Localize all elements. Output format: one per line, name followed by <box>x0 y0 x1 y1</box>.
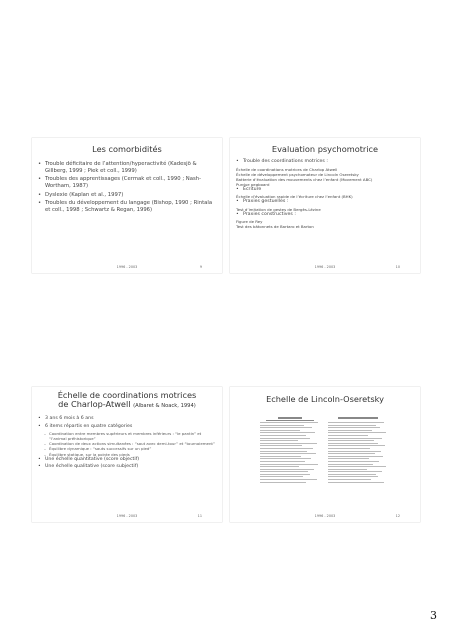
title-line-1: Échelle de coordinations motrices <box>57 390 197 400</box>
bullet-item: • Troubles du développement du langage (Bishop, 1990 ; Rintala et coll., 1998 ; Schwartz & Regan, 1996) <box>38 200 218 214</box>
sub-item: – Équilibre dynamique : “sauts successifs sur un pied” <box>38 446 218 451</box>
text-line: Figure de Rey <box>236 219 263 225</box>
footer-page: 12 <box>395 514 400 518</box>
scoring-sheet-image <box>260 409 390 507</box>
slide-title: Evaluation psychomotrice <box>271 144 379 154</box>
slide-body <box>38 161 218 215</box>
text-line: Échelle de coordinations motrices de Charlop Atwell <box>236 166 338 172</box>
bullet-item: • Trouble déficitaire de l’attention/hyperactivité (Kadesjö & Gillberg, 1999 ; Piek et coll., 1999) <box>38 161 218 175</box>
bullet-item: • 6 items répartis en quatre catégories <box>38 424 218 430</box>
text-line: Purdue pegboard <box>236 181 270 187</box>
bullet-item: • Une échelle quantitative (score objectif) <box>38 457 218 463</box>
text-line: Test d’imitation de gestes de Bergès-Lézine <box>236 206 321 212</box>
footer-page: 11 <box>197 514 202 518</box>
footer-page: 10 <box>395 265 400 269</box>
slide-lincoln-oseretsky <box>230 387 420 522</box>
footer-year: 1996 - 2003 <box>314 265 336 269</box>
footer-year: 1996 - 2003 <box>314 514 336 518</box>
bullet-item: • 3 ans 6 mois à 6 ans <box>38 416 218 422</box>
footer-page: 9 <box>199 265 202 269</box>
bullet-item: • Écriture <box>236 187 416 193</box>
text-line: Batterie d’évaluation des mouvements chez l’enfant (Movement ABC) <box>236 176 373 182</box>
text-line: Échelle d’évaluation rapide de l’écriture chez l’enfant (BHK) <box>236 194 353 200</box>
text-line: Test des bâtonnets de Bartaro et Barton <box>236 224 314 230</box>
slide-title: Echelle de Lincoln-Oseretsky <box>266 394 384 404</box>
bullet-item: • Dyslexie (Kaplan et al., 1997) <box>38 192 218 199</box>
slide-comorbidites <box>32 138 222 273</box>
slide-evaluation-psychomotrice <box>230 138 420 273</box>
text-line: Échelle de développement psychomoteur de Lincoln Oseretsky <box>236 171 359 177</box>
footer-year: 1996 - 2003 <box>116 265 138 269</box>
bullet-item: • Troubles des apprentissages (Cermak et coll., 1990 ; Nash-Wortham, 1987) <box>38 176 218 190</box>
sub-item: – Équilibre statique, sur la pointe des pieds <box>38 452 218 457</box>
title-line-2-main: de Charlop-Atwell <box>58 399 131 410</box>
slide-title: Les comorbidités <box>92 144 162 154</box>
slide-title <box>32 391 222 410</box>
footer-year: 1996 - 2003 <box>116 514 138 518</box>
bullet-item: • Praxies gestuelles : <box>236 199 416 205</box>
slide-body <box>38 416 218 472</box>
title-line-2 <box>32 400 222 410</box>
scoring-sheet-right-column <box>328 417 388 484</box>
title-reference: (Albaret & Noack, 1994) <box>133 403 196 410</box>
bullet-item: • Trouble des coordinations motrices : <box>236 159 416 165</box>
sub-item: – Coordination entre membres supérieurs et membres inférieurs : “le pantin” et “l’animal préhistorique” <box>38 431 218 441</box>
bullet-item: • Une échelle qualitative (score subjectif) <box>38 464 218 470</box>
slide-charlop-atwell <box>32 387 222 522</box>
slide-body <box>236 159 416 229</box>
scoring-sheet-left-column <box>260 417 320 484</box>
page-number: 3 <box>430 609 437 622</box>
bullet-item: • Praxies constructives : <box>236 212 416 218</box>
sub-item: – Coordination de deux actions simultanées : “saut avec demi-tour” et “tournoiement” <box>38 441 218 446</box>
